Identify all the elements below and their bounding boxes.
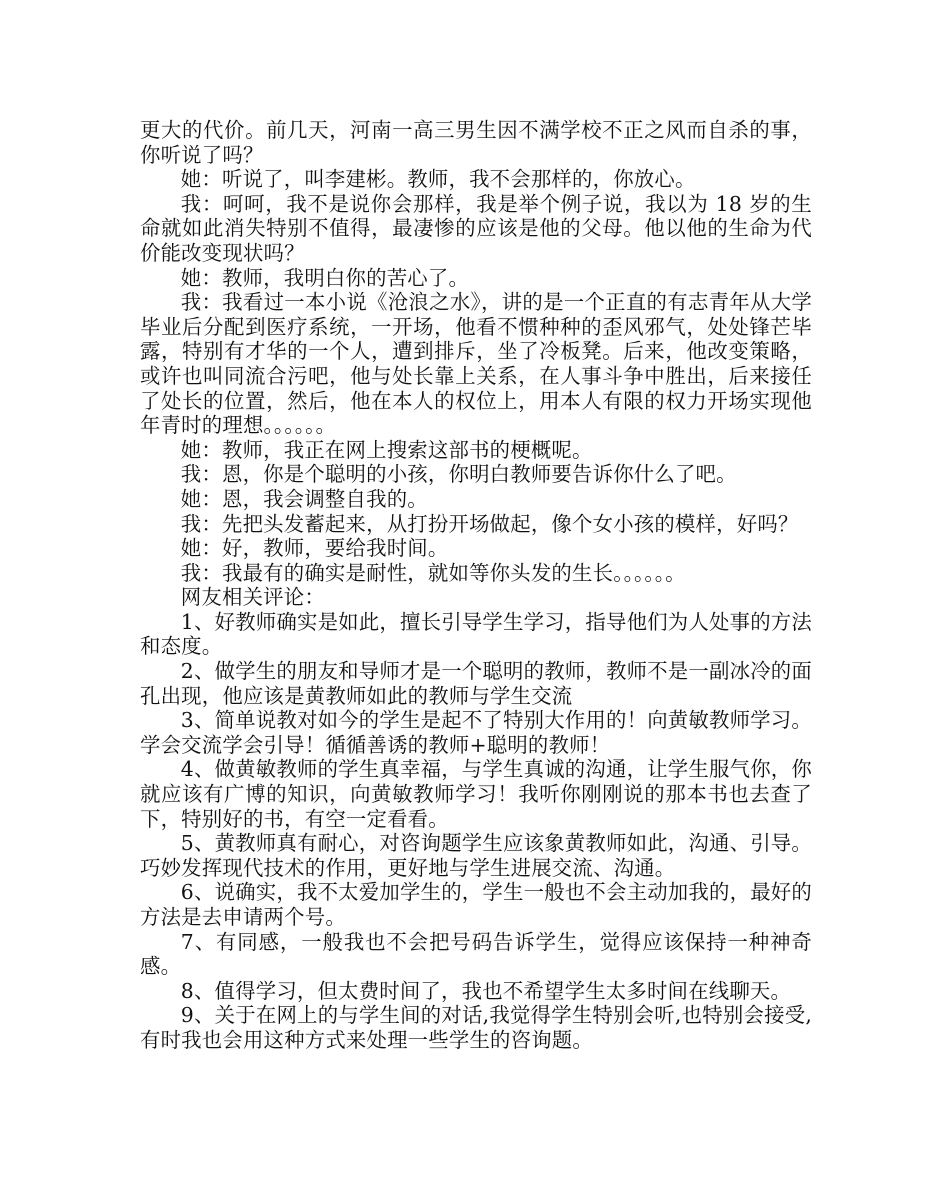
paragraph-continuation: 更大的代价。前几天，河南一高三男生因不满学校不正之风而自杀的事，你听说了吗？ [140, 118, 812, 167]
dialogue-line: 她：教师，我正在网上搜索这部书的梗概呢。 [180, 437, 593, 462]
dialogue-line: 她：听说了，叫李建彬。教师，我不会那样的，你放心。 [180, 167, 696, 192]
comment-item: 5、黄教师真有耐心，对咨询题学生应该象黄教师如此，沟通、引导。巧妙发挥现代技术的作用，更好地与学生进展交流、沟通。 [140, 831, 812, 880]
dialogue-line: 我：恩，你是个聪明的小孩，你明白教师要告诉你什么了吧。 [180, 462, 737, 487]
comment-item: 2、做学生的朋友和导师才是一个聪明的教师，教师不是一副冰冷的面孔出现，他应该是黄教师如此的教师与学生交流 [140, 659, 812, 708]
comment-item: 8、值得学习，但太费时间了，我也不希望学生太多时间在线聊天。 [180, 978, 792, 1003]
document-page [140, 118, 812, 1053]
comment-item: 1、好教师确实是如此，擅长引导学生学习，指导他们为人处事的方法和态度。 [140, 609, 812, 659]
dialogue-line: 她：好，教师，要给我时间。 [180, 536, 449, 561]
comments-heading: 网友相关评论： [180, 585, 325, 610]
dialogue-line: 她：恩，我会调整自我的。 [180, 486, 428, 511]
comment-item: 9、关于在网上的与学生间的对话,我觉得学生特别会听,也特别会接受,有时我也会用这种方式来处理一些学生的咨询题。 [140, 1003, 812, 1052]
comment-item: 6、说确实，我不太爱加学生的，学生一般也不会主动加我的，最好的方法是去申请两个号。 [140, 880, 812, 929]
comment-item: 3、简单说教对如今的学生是起不了特别大作用的！向黄敏教师学习。学会交流学会引导！循循善诱的教师+聪明的教师！ [140, 708, 812, 757]
dialogue-line: 她：教师，我明白你的苦心了。 [180, 265, 470, 290]
comment-item: 7、有同感，一般我也不会把号码告诉学生，觉得应该保持一种神奇感。 [140, 929, 812, 979]
dialogue-line: 我：我最有的确实是耐性，就如等你头发的生长。。。。。。 [180, 560, 686, 585]
comment-item: 4、做黄敏教师的学生真幸福，与学生真诚的沟通，让学生服气你，你就应该有广博的知识，向黄敏教师学习！我听你刚刚说的那本书也去查了下，特别好的书，有空一定看看。 [140, 757, 812, 831]
dialogue-line: 我：呵呵，我不是说你会那样，我是举个例子说，我以为 18 岁的生命就如此消失特别不值得，最凄惨的应该是他的父母。他以他的生命为代价能改变现状吗？ [140, 191, 812, 265]
dialogue-line: 我：先把头发蓄起来，从打扮开场做起，像个女小孩的模样，好吗？ [180, 511, 799, 536]
dialogue-line: 我：我看过一本小说《沧浪之水》，讲的是一个正直的有志青年从大学毕业后分配到医疗系统，一开场，他看不惯种种的歪风邪气，处处锋芒毕露，特别有才华的一个人，遭到排斥，坐了冷板凳。后来，他改变策略，或许也叫同流合污吧，他与处长靠上关系，在人事斗争中胜出，后来接任了处长的位置，然后，他在本人的权位上，用本人有限的权力开场实现他年青时的理想。。。。。。 [140, 290, 812, 438]
